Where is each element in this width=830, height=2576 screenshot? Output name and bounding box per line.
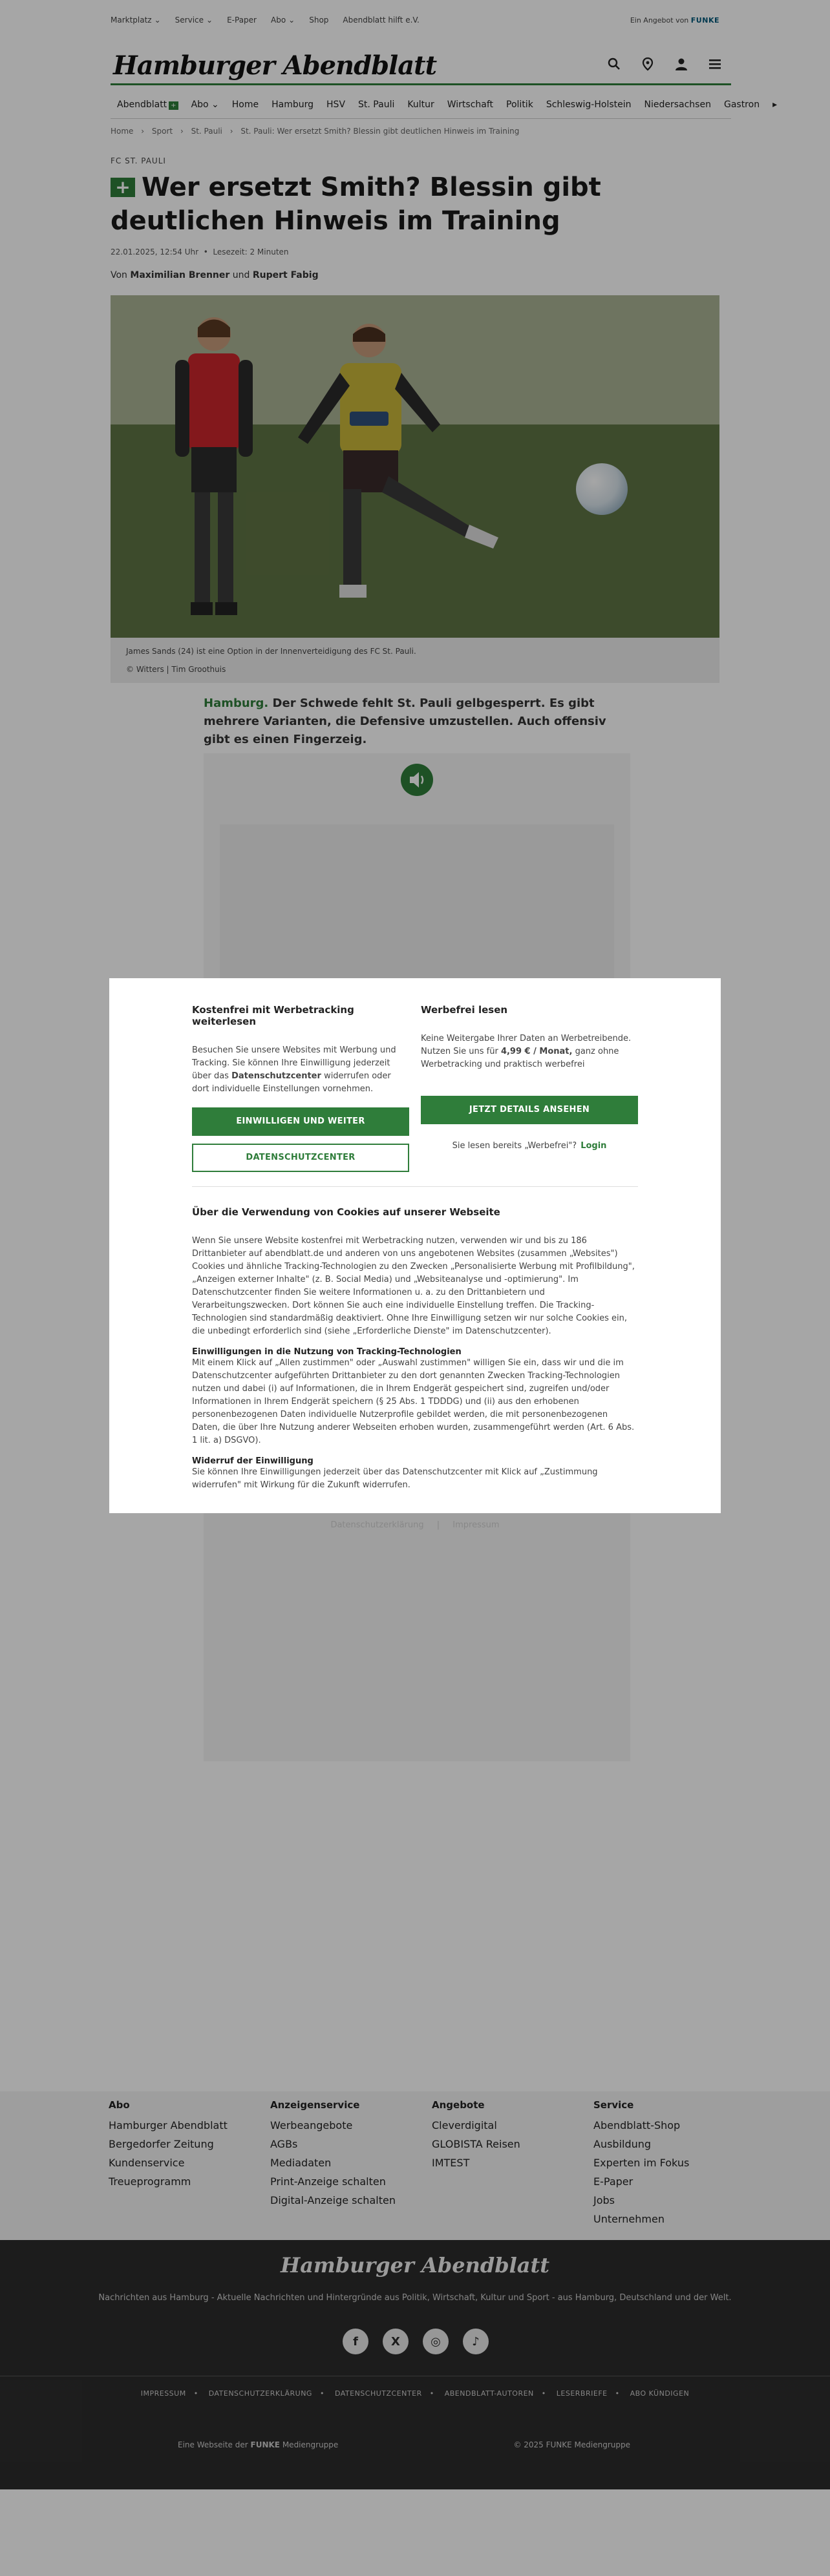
chevron-down-icon: ⌄	[206, 16, 213, 25]
breadcrumb-separator: ›	[141, 127, 145, 136]
footer-link[interactable]: Cleverdigital	[432, 2119, 497, 2131]
footer-link[interactable]: Unternehmen	[593, 2213, 665, 2225]
footer-tagline: Nachrichten aus Hamburg - Aktuelle Nachrichten und Hintergründe aus Politik, Wirtschaft, Kultur und Sport - aus Hamburg, Deutschland und der Welt.	[98, 2293, 732, 2303]
footer-link[interactable]: Experten im Fokus	[593, 2157, 690, 2169]
chevron-down-icon: ⌄	[211, 99, 219, 110]
footer-link[interactable]: Mediadaten	[270, 2157, 332, 2169]
plus-badge: +	[111, 178, 135, 197]
article-kicker: FC ST. PAULI	[111, 156, 166, 165]
legal-separator: •	[541, 2389, 546, 2398]
funke-notice[interactable]: Ein Angebot von FUNKE	[630, 16, 719, 25]
legal-link-datenschutzerklaerung[interactable]: DATENSCHUTZERKLÄRUNG	[208, 2389, 312, 2398]
plus-badge: +	[169, 101, 178, 110]
footer-logo[interactable]: Hamburger Abendblatt	[280, 2253, 550, 2278]
author-link[interactable]: Rupert Fabig	[252, 270, 319, 280]
instagram-icon[interactable]: ◎	[423, 2329, 449, 2354]
nav-st-pauli[interactable]: St. Pauli	[358, 99, 395, 110]
nav-gastronomie[interactable]: Gastron	[723, 99, 760, 110]
option-title: Werbefrei lesen	[421, 1004, 508, 1016]
legal-separator: •	[193, 2389, 198, 2398]
privacy-center-button[interactable]: DATENSCHUTZCENTER	[192, 1144, 409, 1172]
link-separator: |	[436, 1520, 440, 1530]
already-subscribed: Sie lesen bereits „Werbefrei"? Login	[452, 1141, 607, 1151]
breadcrumb-separator: ›	[229, 127, 233, 136]
footer-link[interactable]: Bergedorfer Zeitung	[109, 2138, 214, 2150]
legal-link-impressum[interactable]: IMPRESSUM	[140, 2389, 186, 2398]
topbar-abo[interactable]: Abo ⌄	[271, 16, 295, 25]
legal-link-datenschutzcenter[interactable]: DATENSCHUTZCENTER	[334, 2389, 422, 2398]
article-readtime: Lesezeit: 2 Minuten	[213, 247, 289, 257]
footer-link[interactable]: IMTEST	[432, 2157, 470, 2169]
nav-abendblatt[interactable]: Abendblatt +	[111, 99, 185, 110]
legal-separator: •	[319, 2389, 325, 2398]
footer-link[interactable]: Print-Anzeige schalten	[270, 2175, 386, 2188]
breadcrumb-separator: ›	[180, 127, 184, 136]
funke-notice: Eine Webseite der FUNKE Mediengruppe	[178, 2440, 339, 2449]
article-authors: Von Maximilian Brenner und Rupert Fabig	[111, 270, 319, 280]
footer-column-title: Abo	[109, 2099, 130, 2111]
consent-heading: Einwilligungen in die Nutzung von Tracking-Technologien	[192, 1347, 462, 1357]
footer-link[interactable]: E-Paper	[593, 2175, 633, 2188]
site-logo[interactable]: Hamburger Abendblatt	[113, 50, 437, 81]
footer-column-title: Service	[593, 2099, 634, 2111]
nav-home[interactable]: Home	[231, 99, 259, 110]
nav-kultur[interactable]: Kultur	[407, 99, 434, 110]
topbar-shop[interactable]: Shop	[309, 16, 329, 25]
details-button[interactable]: JETZT DETAILS ANSEHEN	[421, 1096, 638, 1124]
nav-wirtschaft[interactable]: Wirtschaft	[447, 99, 494, 110]
nav-politik[interactable]: Politik	[506, 99, 533, 110]
article-lead: Hamburg. Der Schwede fehlt St. Pauli gelbgesperrt. Es gibt mehrere Varianten, die Defensive umzustellen. Auch offensiv gibt es einen Fingerzeig.	[204, 696, 606, 746]
footer-link[interactable]: Werbeangebote	[270, 2119, 353, 2131]
cookie-info	[192, 1206, 638, 1492]
cookie-info-text: Wenn Sie unsere Website kostenfrei mit Werbetracking nutzen, verwenden wir und bis zu 186 Drittanbieter auf abendblatt.de und anderen von uns angebotenen Websites (zusammen „Websites") Cookies und ähnliche Tracking-Technologien zu den Zwecken „Personalisierte Werbung mit Profilbildung", „Anzeigen externer Inhalte" (z. B. Social Media) und „Websiteanalyse und -optimierung". Im Datenschutzcenter finden Sie weitere Informationen u. a. zu den Drittanbietern und Verarbeitungszwecken. Dort können Sie auch eine individuelle Einstellung treffen. Die Tracking-Technologien sind standardmäßig deaktiviert. Ohne Ihre Einwilligung setzen wir nur solche Cookies ein, die unbedingt erforderlich sind (siehe „Erforderliche Dienste" im Datenschutzcenter).	[192, 1236, 635, 1336]
modal-links	[192, 1520, 638, 1530]
footer-link[interactable]: Kundenservice	[109, 2157, 185, 2169]
chevron-down-icon: ⌄	[288, 16, 295, 25]
article-meta: 22.01.2025, 12:54 Uhr • Lesezeit: 2 Minuten	[111, 247, 289, 257]
breadcrumb-home[interactable]: Home	[111, 127, 134, 136]
privacy-center-link[interactable]: Datenschutzcenter	[231, 1071, 321, 1081]
x-icon[interactable]: X	[383, 2329, 409, 2354]
legal-separator: •	[615, 2389, 620, 2398]
footer-link[interactable]: Digital-Anzeige schalten	[270, 2194, 396, 2206]
nav-hsv[interactable]: HSV	[326, 99, 346, 110]
consent-option-adfree	[421, 1004, 638, 1172]
option-text: Keine Weitergabe Ihrer Daten an Werbetreibende. Nutzen Sie uns für 4,99 € / Monat, ganz ohne Werbetracking und praktisch werbefrei	[421, 1034, 632, 1069]
facebook-icon[interactable]: f	[343, 2329, 368, 2354]
footer-column-title: Angebote	[432, 2099, 485, 2111]
consent-option-tracking	[192, 1004, 409, 1172]
footer-column-title: Anzeigenservice	[270, 2099, 360, 2111]
article-date: 22.01.2025, 12:54 Uhr	[111, 247, 199, 257]
consent-dialog	[109, 978, 721, 1530]
caption-text: James Sands (24) ist eine Option in der Innenverteidigung des FC St. Pauli.	[126, 647, 416, 656]
revoke-text: Sie können Ihre Einwilligungen jederzeit über das Datenschutzcenter mit Klick auf „Zustimmung widerrufen" mit Wirkung für die Zukunft widerrufen.	[192, 1467, 598, 1490]
nav-scroll-right-icon[interactable]: ▸	[772, 99, 778, 110]
legal-link-abo-kuendigen[interactable]: ABO KÜNDIGEN	[630, 2389, 690, 2398]
topbar-service[interactable]: Service ⌄	[175, 16, 213, 25]
tiktok-icon[interactable]: ♪	[463, 2329, 489, 2354]
imprint-link[interactable]: Impressum	[452, 1520, 500, 1530]
cookie-info-title: Über die Verwendung von Cookies auf unserer Webseite	[192, 1206, 500, 1218]
consent-text: Mit einem Klick auf „Allen zustimmen" oder „Auswahl zustimmen" willigen Sie ein, dass wir und die im Datenschutzcenter aufgeführten Drittanbieter zu den dort genannten Zwecken Tracking-Technologien nutzen und dabei (i) auf Informationen, die in Ihrem Endgerät gespeichert sind, zugreifen und/oder Informationen in Ihrem Endgerät speichern (§ 25 Abs. 1 TDDDG) und (ii) aus den erhobenen personenbezogenen Daten individuelle Nutzerprofile gebildet werden, die mit personenbezogenen Daten, die über Ihre Nutzung anderer Webseiten erhoben wurden, zusammengeführt werden (Art. 6 Abs. 1 lit. a) DSGVO).	[192, 1358, 635, 1445]
option-text: Besuchen Sie unsere Websites mit Werbung und Tracking. Sie können Ihre Einwilligung jederzeit über das Datenschutzcenter widerrufen oder dort individuelle Einstellungen vornehmen.	[192, 1045, 396, 1094]
article-headline: + Wer ersetzt Smith? Blessin gibt deutlichen Hinweis im Training	[111, 173, 601, 236]
footer-link[interactable]: Treueprogramm	[109, 2175, 191, 2188]
footer-link[interactable]: Jobs	[593, 2194, 615, 2206]
legal-separator: •	[429, 2389, 434, 2398]
nav-abo[interactable]: Abo ⌄	[191, 99, 219, 110]
divider	[192, 1186, 638, 1187]
footer-link[interactable]: Abendblatt-Shop	[593, 2119, 681, 2131]
image-credit: © Witters | Tim Groothuis	[126, 665, 226, 674]
legal-link-autoren[interactable]: ABENDBLATT-AUTOREN	[444, 2389, 534, 2398]
accept-button[interactable]: EINWILLIGEN UND WEITER	[192, 1107, 409, 1136]
copyright: © 2025 FUNKE Mediengruppe	[513, 2440, 630, 2449]
privacy-policy-link[interactable]: Datenschutzerklärung	[330, 1520, 424, 1530]
nav-hamburg[interactable]: Hamburg	[271, 99, 314, 110]
topbar-epaper[interactable]: E-Paper	[227, 16, 257, 25]
footer-link[interactable]: GLOBISTA Reisen	[432, 2138, 520, 2150]
nav-niedersachsen[interactable]: Niedersachsen	[644, 99, 711, 110]
revoke-heading: Widerruf der Einwilligung	[192, 1456, 314, 1466]
topbar-marktplatz[interactable]: Marktplatz ⌄	[111, 16, 161, 25]
topbar-abendblatt-hilft[interactable]: Abendblatt hilft e.V.	[343, 16, 420, 25]
option-title: Kostenfrei mit Werbetracking weiterlesen	[192, 1004, 354, 1027]
footer-link[interactable]: Hamburger Abendblatt	[109, 2119, 228, 2131]
chevron-down-icon: ⌄	[154, 16, 161, 25]
breadcrumb-sport[interactable]: Sport	[151, 127, 173, 136]
login-link[interactable]: Login	[580, 1141, 607, 1151]
breadcrumb-st-pauli[interactable]: St. Pauli	[191, 127, 222, 136]
breadcrumb-current: St. Pauli: Wer ersetzt Smith? Blessin gibt deutlichen Hinweis im Training	[240, 127, 520, 136]
legal-link-leserbriefe[interactable]: LESERBRIEFE	[556, 2389, 608, 2398]
footer-link[interactable]: Ausbildung	[593, 2138, 652, 2150]
author-link[interactable]: Maximilian Brenner	[130, 270, 230, 280]
nav-schleswig-holstein[interactable]: Schleswig-Holstein	[546, 99, 632, 110]
footer-link[interactable]: AGBs	[270, 2138, 298, 2150]
